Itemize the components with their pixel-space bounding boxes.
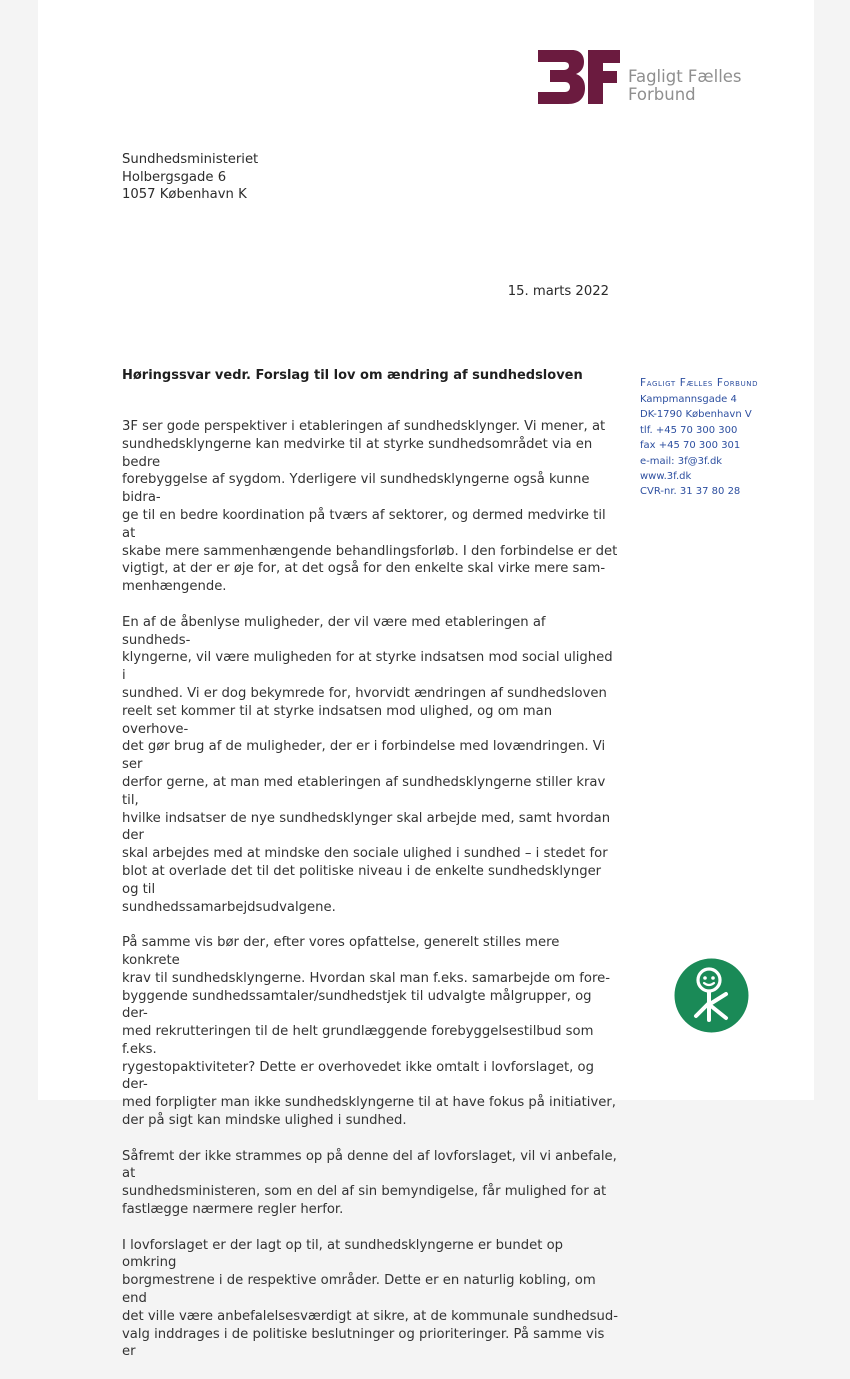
sender-address-street: Kampmannsgade 4 — [640, 393, 737, 405]
green-badge — [674, 958, 749, 1033]
sender-website: www.3f.dk — [640, 470, 692, 482]
sender-address-city: DK-1790 København V — [640, 409, 752, 421]
logo-3f — [536, 46, 766, 110]
body-paragraph: En af de åbenlyse muligheder, der vil være med etableringen af sundheds- klyngerne, vil være muligheden for at styrke indsatsen mod social ulighed i sundhed. Vi er dog bekymrede for, hvorvidt ændringen af sundhedsloven reelt set kommer til at styrke indsatsen mod ulighed, og om man overhove- det gør brug af de muligheder, der er i forbindelse med lovændringen. Vi ser derfor gerne, at man med etableringen af sundhedsklyngerne stiller krav til, hvilke indsatser de nye sundhedsklynger skal arbejde med, samt hvordan der skal arbejdes med at mindske den sociale ulighed i sundhed – i stedet for blot at overlade det til det politiske niveau i de enkelte sundhedsklynger og til sundhedssamarbejdsudvalgene. — [122, 614, 613, 915]
body-paragraph: 3F ser gode perspektiver i etableringen af sundhedsklynger. Vi mener, at sundhedsklyngerne kan medvirke til at styrke sundhedsområdet via en bedre forebyggelse af sygdom. Yderligere vil sundhedsklyngerne også kunne bidra- ge til en bedre koordination på tværs af sektorer, og dermed medvirke til at skabe mere sammenhængende behandlingsforløb. I den forbindelse er det vigtigt, at der er øje for, at det også for den enkelte skal virke mere sam- menhængende. — [122, 419, 618, 595]
body-paragraph: På samme vis bør der, efter vores opfattelse, generelt stilles mere konkrete krav til sundhedsklyngerne. Hvordan skal man f.eks. samarbejde om fore- byggende sundhedssamtaler/sundhedstjek til udvalgte målgrupper, og der- med rekrutteringen til de helt grundlæggende forebyggelsestilbud som f.eks. rygestopaktiviteter? Dette er overhovedet ikke omtalt i lovforslaget, og der- med forpligter man ikke sundhedsklyngerne til at have fokus på initiativer, der på sigt kan mindske ulighed i sundhed. — [122, 935, 617, 1129]
recipient-line: Holbergsgade 6 — [122, 169, 227, 185]
sender-phone: tlf. +45 70 300 300 — [640, 424, 738, 436]
recipient-address — [122, 151, 258, 204]
sender-cvr: CVR-nr. 31 37 80 28 — [640, 486, 741, 498]
letter-subject: Høringssvar vedr. Forslag til lov om ændring af sundhedsloven — [122, 368, 583, 383]
sender-organization: Fagligt Fælles Forbund — [640, 377, 759, 389]
body-paragraph: Såfremt der ikke strammes op på denne del af lovforslaget, vil vi anbefale, at sundhedsministeren, som en del af sin bemyndigelse, får mulighed for at fastlægge nærmere regler herfor. — [122, 1148, 617, 1218]
sender-email: e-mail: 3f@3f.dk — [640, 455, 723, 467]
logo-name: Fagligt Fælles Forbund — [628, 67, 742, 104]
smiley-figure-icon — [674, 958, 749, 1033]
recipient-line: Sundhedsministeriet — [122, 152, 259, 167]
sender-fax: fax +45 70 300 301 — [640, 440, 741, 452]
letter-date: 15. marts 2022 — [507, 284, 609, 299]
body-paragraph: I lovforslaget er der lagt op til, at sundhedsklyngerne er bundet op omkring borgmestrene i de respektive områder. Dette er en naturlig kobling, om end det ville være anbefalelsesværdigt at sikre, at de kommunale sundhedsud- valg inddrages i de politiske beslutninger og prioriteringer. På samme vis er — [122, 1237, 619, 1360]
recipient-line: 1057 København K — [122, 187, 247, 202]
sender-contact-block — [640, 376, 815, 500]
letter-body — [122, 418, 618, 1379]
3f-logo-icon — [536, 46, 622, 110]
